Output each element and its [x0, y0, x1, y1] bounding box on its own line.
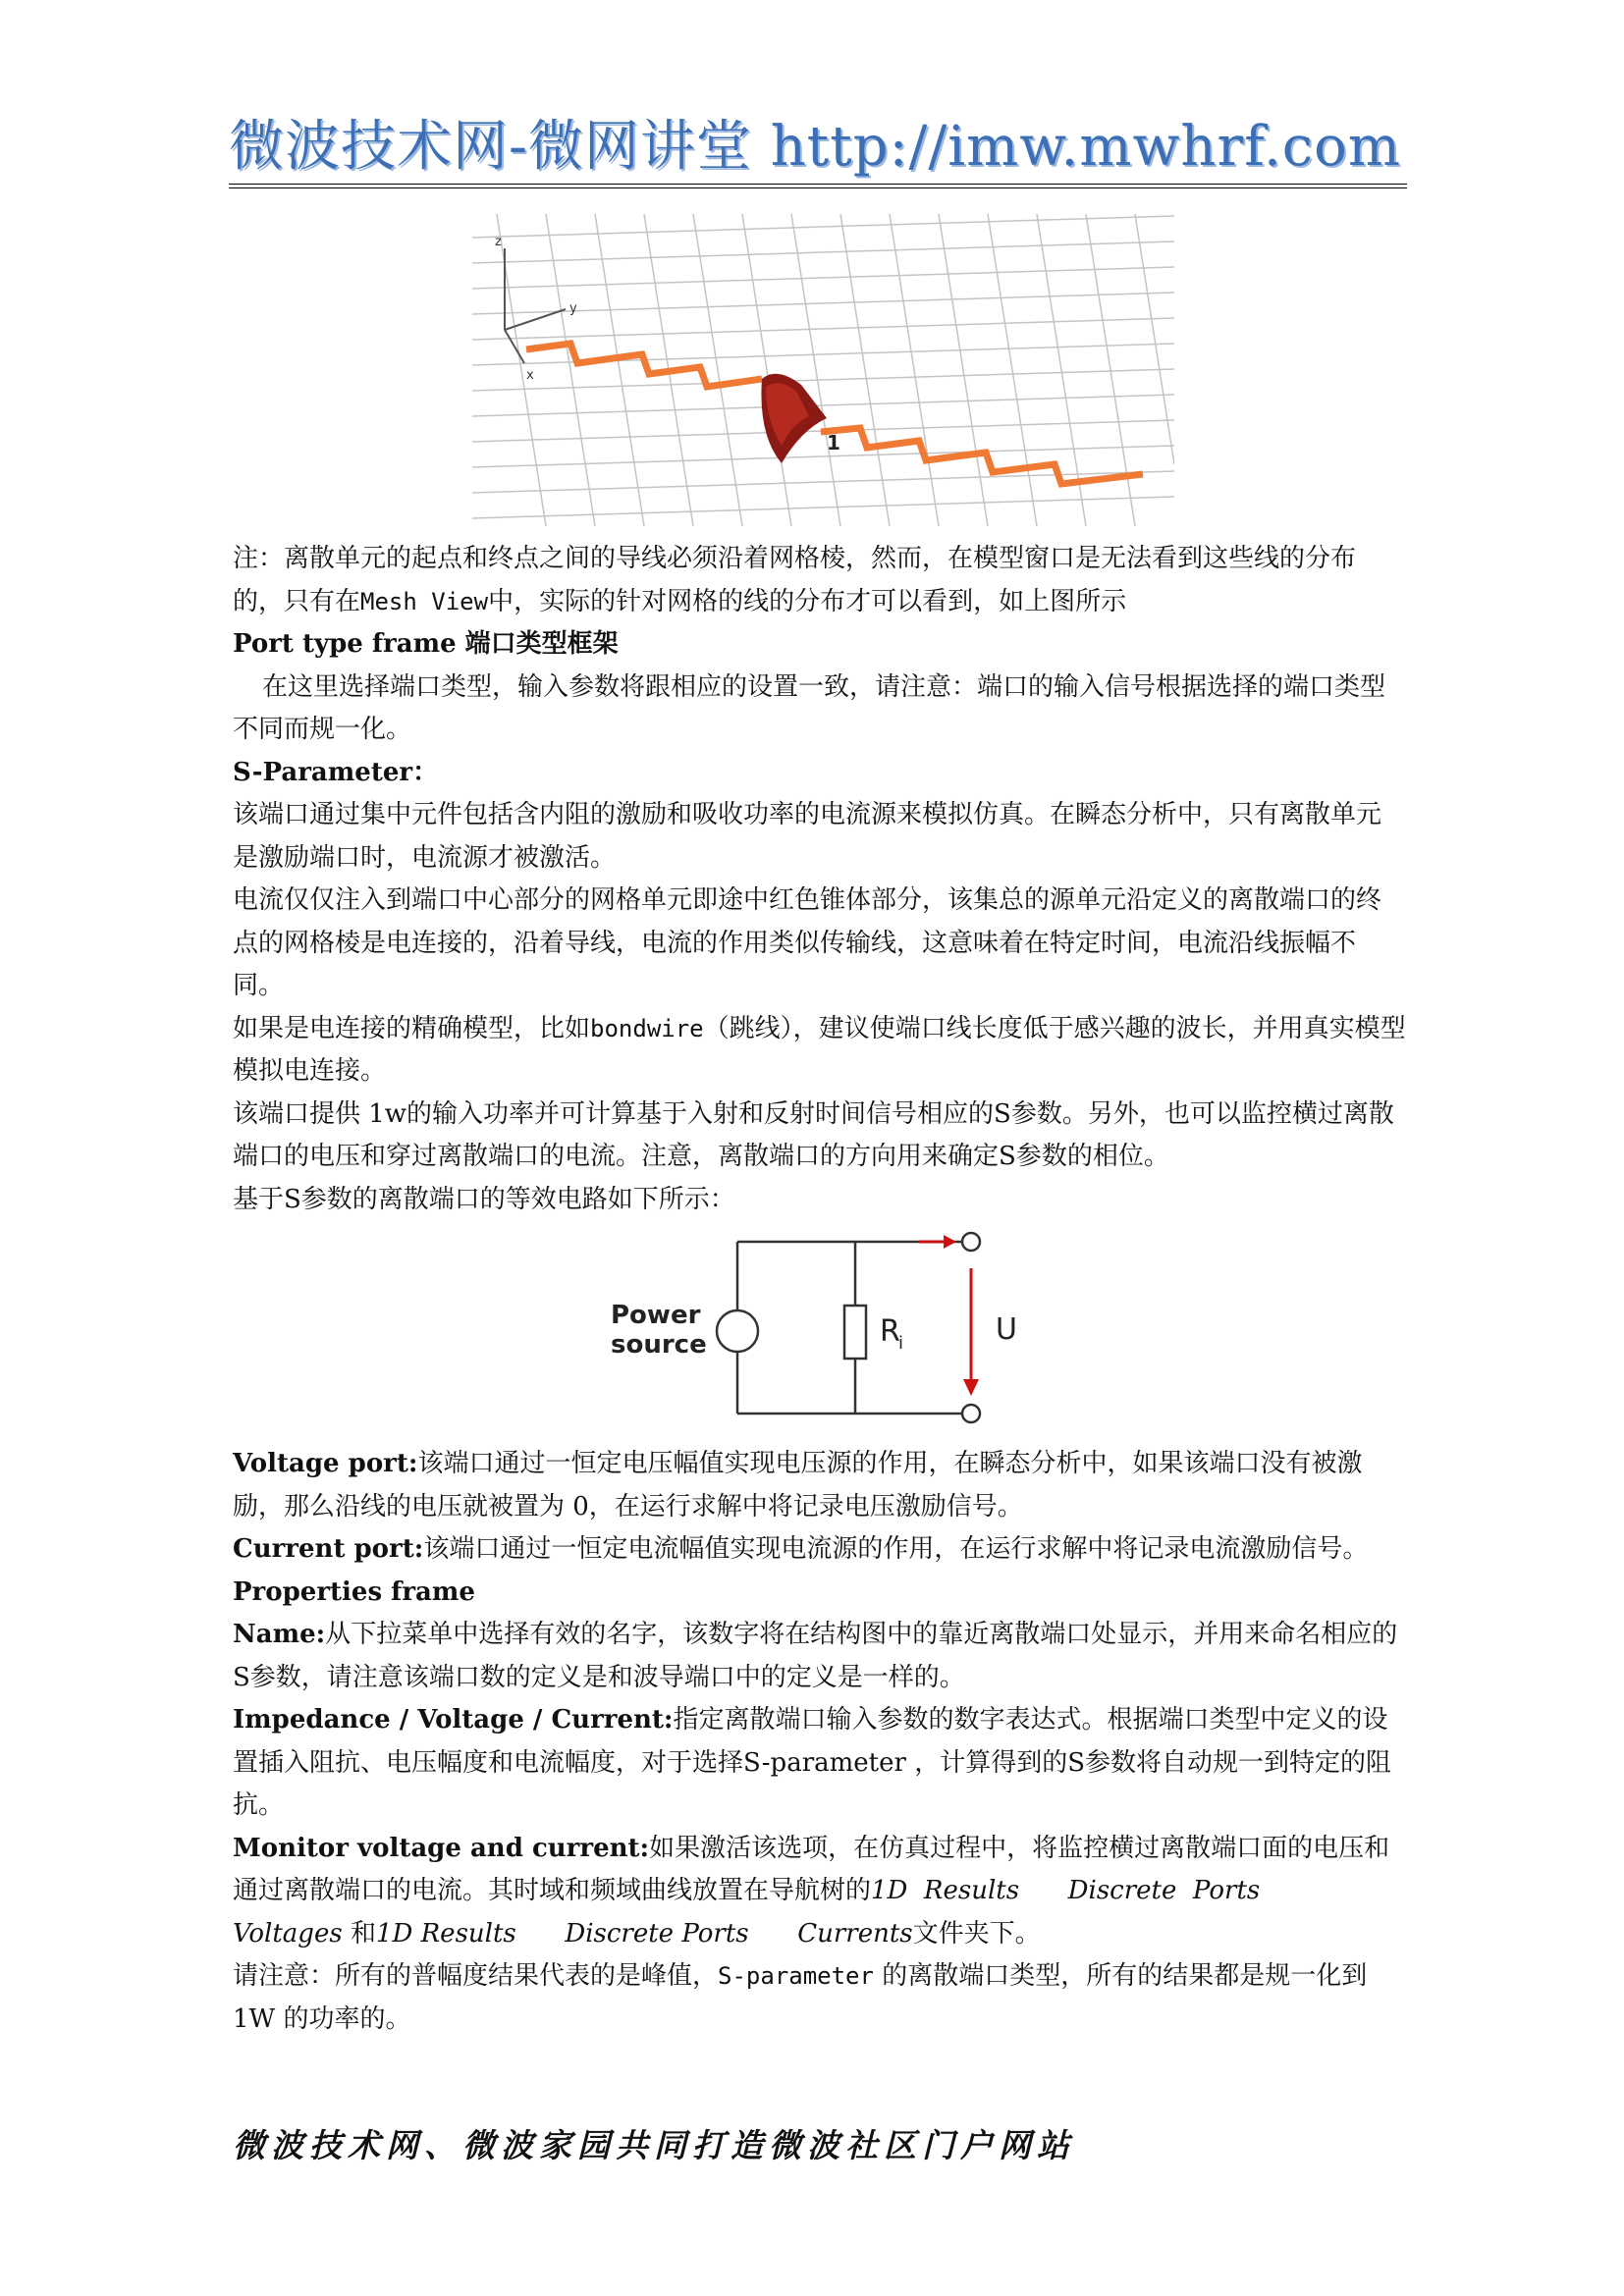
- voltage-label: U: [996, 1312, 1017, 1347]
- para-3-end: （跳线），建议使端口线长度低于感兴趣的波长，并用真实模型模拟电连接。: [233, 1013, 1406, 1086]
- impedance-paragraph: [233, 1699, 1406, 1828]
- current-arrow-head: [944, 1235, 956, 1249]
- s-parameter-heading: S-Parameter：: [233, 757, 439, 787]
- axis-y-label: y: [569, 301, 577, 316]
- mesh-port-figure: [467, 214, 1174, 526]
- body-text-lower: [233, 1443, 1406, 2041]
- body-text-upper: [233, 538, 1406, 1221]
- current-port-label: Current port:: [233, 1534, 424, 1564]
- current-port-text: 该端口通过一恒定电流幅值实现电流源的作用，在运行求解中将记录电流激励信号。: [423, 1534, 1369, 1564]
- impedance-text: 指定离散端口输入参数的数字表达式。根据端口类型中定义的设置插入阻抗、电压幅度和电流幅度，对于选择S-parameter ，计算得到的S参数将自动规一到特定的阻抗。: [233, 1705, 1392, 1820]
- note-paragraph: [233, 538, 1406, 623]
- monitor-paragraph: [233, 1828, 1406, 1956]
- resistor-symbol: [844, 1306, 866, 1359]
- bondwire-term: bondwire: [590, 1014, 704, 1042]
- axis-z-label: z: [495, 235, 502, 249]
- axis-x-label: x: [526, 368, 534, 383]
- s-parameter-para-4: 该端口提供 1w的输入功率并可计算基于入射和反射时间信号相应的S参数。另外，也可以监控横过离散端口的电压和穿过离散端口的电流。注意，离散端口的方向用来确定S参数的相位。: [233, 1098, 1394, 1171]
- note-mesh-view: Mesh View: [360, 587, 489, 615]
- voltage-port-paragraph: [233, 1443, 1406, 1528]
- page-footer: 微波技术网、微波家园共同打造微波社区门户网站: [233, 2126, 1075, 2164]
- voltage-port-label: Voltage port:: [233, 1449, 418, 1478]
- terminal-top: [962, 1233, 980, 1251]
- voltage-port-text: 该端口通过一恒定电压幅值实现电压源的作用，在瞬态分析中，如果该端口没有被激励，那么沿线的电压就被置为 0，在运行求解中将记录电压激励信号。: [233, 1449, 1363, 1522]
- results-note-end: 的离散端口类型，所有的结果都是规一化到 1W 的功率的。: [233, 1961, 1368, 2034]
- voltages-path: 1D Results Discrete Ports Voltages: [233, 1876, 1309, 1949]
- power-source-label-2: source: [611, 1330, 707, 1360]
- results-note-paragraph: [233, 1955, 1406, 2041]
- name-paragraph: [233, 1614, 1406, 1699]
- monitor-and: 和: [342, 1918, 376, 1949]
- equivalent-circuit-figure: [605, 1227, 1027, 1433]
- header-divider-2: [229, 187, 1407, 188]
- s-parameter-para-2: 电流仅仅注入到端口中心部分的网格单元即途中红色锥体部分，该集总的源单元沿定义的离散端口的终点的网格棱是电连接的，沿着导线，电流的作用类似传输线，这意味着在特定时间，电流沿线振幅不同。: [233, 885, 1382, 1000]
- page-header: 微波技术网-微网讲堂 http://imw.mwhrf.com: [229, 115, 1401, 179]
- s-parameter-para-1: 该端口通过集中元件包括含内阻的激励和吸收功率的电流源来模拟仿真。在瞬态分析中，只有离散单元是激励端口时，电流源才被激活。: [233, 800, 1382, 873]
- s-parameter-para-5: 基于S参数的离散端口的等效电路如下所示：: [233, 1184, 735, 1214]
- header-divider: [229, 184, 1407, 185]
- results-note-start: 请注意：所有的普幅度结果代表的是峰值，: [233, 1961, 719, 1991]
- s-parameter-term: S-parameter: [718, 1962, 874, 1990]
- port-type-paragraph: 在这里选择端口类型，输入参数将跟相应的设置一致，请注意：端口的输入信号根据选择的端口类型不同而规一化。: [233, 671, 1386, 744]
- power-source-label-1: Power: [611, 1301, 701, 1330]
- current-port-paragraph: [233, 1528, 1406, 1572]
- resistor-label: R: [880, 1314, 900, 1349]
- monitor-tail: 文件夹下。: [912, 1918, 1041, 1949]
- impedance-label: Impedance / Voltage / Current:: [233, 1705, 674, 1735]
- port-type-heading: Port type frame 端口类型框架: [233, 629, 619, 659]
- monitor-label: Monitor voltage and current:: [233, 1833, 650, 1863]
- resistor-subscript: i: [898, 1333, 904, 1354]
- para-3-start: 如果是电连接的精确模型，比如: [233, 1013, 591, 1043]
- currents-path: 1D Results Discrete Ports Currents: [375, 1918, 913, 1949]
- properties-heading: Properties frame: [233, 1576, 475, 1607]
- name-text: 从下拉菜单中选择有效的名字，该数字将在结构图中的靠近离散端口处显示，并用来命名相应的S参数，请注意该端口数的定义是和波导端口中的定义是一样的。: [233, 1620, 1398, 1692]
- note-text: 注：离散单元的起点和终点之间的导线必须沿着网格棱，然而，在模型窗口是无法看到这些线的分布的，只有在: [233, 544, 1357, 616]
- port-number-label: 1: [827, 431, 840, 454]
- name-label: Name:: [233, 1620, 326, 1649]
- note-tail: 中，实际的针对网格的线的分布才可以看到，如上图所示: [488, 586, 1127, 616]
- voltage-arrow-head: [963, 1379, 979, 1396]
- monitor-text: 如果激活该选项，在仿真过程中，将监控横过离散端口面的电压和通过离散端口的电流。其时域和频域曲线放置在导航树的: [233, 1833, 1390, 1905]
- terminal-bottom: [962, 1405, 980, 1422]
- power-source-symbol: [717, 1310, 758, 1352]
- s-parameter-para-3: [233, 1008, 1406, 1094]
